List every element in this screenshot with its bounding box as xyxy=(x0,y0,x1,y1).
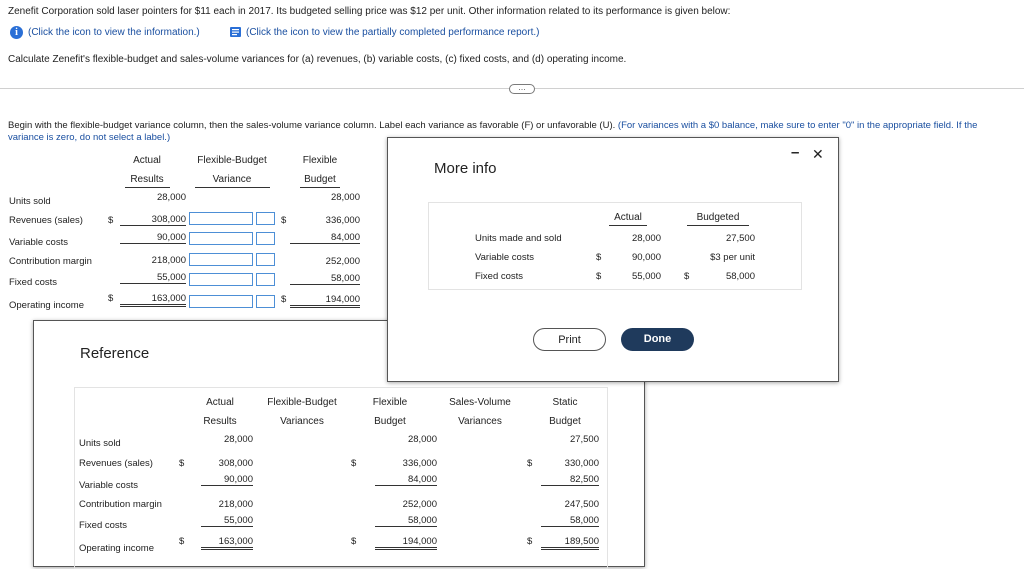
ref-actual-fixed: 55,000 xyxy=(201,515,253,527)
ref-static-fixed: 58,000 xyxy=(541,515,599,527)
dollar-sign: $ xyxy=(527,536,533,547)
row-contribution-margin: Contribution margin xyxy=(9,256,92,267)
report-link[interactable]: (Click the icon to view the partially completed performance report.) xyxy=(246,27,540,38)
fbv-revenues-input[interactable] xyxy=(189,212,253,225)
ref-hdr-fbv-2: Variances xyxy=(280,416,324,427)
units-budgeted: 27,500 xyxy=(725,233,755,244)
dollar-sign: $ xyxy=(179,458,185,469)
ref-static-cm: 247,500 xyxy=(564,499,599,510)
ref-actual-cm: 218,000 xyxy=(218,499,253,510)
fbv-oi-label-select[interactable] xyxy=(256,295,275,308)
actual-units: 28,000 xyxy=(156,192,186,203)
instruction-text xyxy=(8,120,977,131)
ref-hdr-actual-1: Actual xyxy=(206,397,234,408)
ref-flex-fixed: 58,000 xyxy=(375,515,437,527)
problem-intro: Zenefit Corporation sold laser pointers for $11 each in 2017. Its budgeted selling price was $12 per unit. Other information related to its performance is given below: xyxy=(8,6,731,17)
dollar-sign: $ xyxy=(596,252,602,263)
dollar-sign: $ xyxy=(281,294,287,305)
actual-revenues: 308,000 xyxy=(120,214,186,226)
dollar-sign: $ xyxy=(179,536,185,547)
ref-row-fixed-costs: Fixed costs xyxy=(79,520,128,531)
info-link[interactable]: (Click the icon to view the information.) xyxy=(28,27,200,38)
hdr-actual-2: Results xyxy=(130,174,164,185)
actual-fixed: 55,000 xyxy=(120,272,186,284)
fbv-fixed-input[interactable] xyxy=(189,273,253,286)
dollar-sign: $ xyxy=(281,215,287,226)
ref-flex-variable: 84,000 xyxy=(375,474,437,486)
fbv-cm-label-select[interactable] xyxy=(256,253,275,266)
hdr-flex-2: Budget xyxy=(304,174,336,185)
fbv-variable-label-select[interactable] xyxy=(256,232,275,245)
ref-static-oi: 189,500 xyxy=(541,536,599,550)
report-icon[interactable] xyxy=(229,26,243,38)
reference-title: Reference xyxy=(80,345,150,362)
dollar-sign: $ xyxy=(527,458,533,469)
flex-units: 28,000 xyxy=(330,192,360,203)
ref-row-contribution-margin: Contribution margin xyxy=(79,499,162,510)
ref-row-revenues: Revenues (sales) xyxy=(79,458,153,469)
ref-flex-units: 28,000 xyxy=(407,434,437,445)
dollar-sign: $ xyxy=(596,271,602,282)
units-actual: 28,000 xyxy=(631,233,661,244)
instruction-hint-cont: variance is zero, do not select a label.) xyxy=(8,132,171,143)
flex-cm: 252,000 xyxy=(325,256,360,267)
hdr-actual-1: Actual xyxy=(133,155,161,166)
row-units-sold: Units sold xyxy=(9,196,51,207)
row-fixed-costs: Fixed costs xyxy=(9,277,58,288)
flex-revenues: 336,000 xyxy=(325,215,360,226)
fixed-actual: 55,000 xyxy=(631,271,661,282)
row-variable-costs: Variable costs xyxy=(9,237,68,248)
row-revenues: Revenues (sales) xyxy=(9,215,83,226)
fbv-cm-input[interactable] xyxy=(189,253,253,266)
flex-oi: 194,000 xyxy=(290,294,360,308)
hdr-flex-1: Flexible xyxy=(302,155,338,166)
row-operating-income: Operating income xyxy=(9,300,84,311)
ref-hdr-flex-1: Flexible xyxy=(372,397,408,408)
flex-variable: 84,000 xyxy=(290,232,360,244)
dollar-sign: $ xyxy=(684,271,690,282)
units-made-sold-label: Units made and sold xyxy=(475,233,562,244)
flex-fixed: 58,000 xyxy=(290,273,360,285)
instruction-hint: (For variances with a $0 balance, make sure to enter "0" in the appropriate field. If the xyxy=(617,120,978,131)
ref-actual-oi: 163,000 xyxy=(201,536,253,550)
ref-hdr-static-1: Static xyxy=(552,397,578,408)
fbv-oi-input[interactable] xyxy=(189,295,253,308)
hdr-fbv-1: Flexible-Budget xyxy=(197,155,267,166)
ref-actual-revenues: 308,000 xyxy=(218,458,253,469)
ref-hdr-svv-1: Sales-Volume xyxy=(449,397,511,408)
ref-actual-units: 28,000 xyxy=(223,434,253,445)
ref-flex-oi: 194,000 xyxy=(375,536,437,550)
fbv-variable-input[interactable] xyxy=(189,232,253,245)
ref-static-units: 27,500 xyxy=(569,434,599,445)
ref-flex-revenues: 336,000 xyxy=(402,458,437,469)
minimize-icon[interactable]: – xyxy=(791,144,800,161)
hdr-fbv-2: Variance xyxy=(212,174,252,185)
ref-hdr-svv-2: Variances xyxy=(458,416,502,427)
ref-row-units-sold: Units sold xyxy=(79,438,121,449)
ref-hdr-static-2: Budget xyxy=(549,416,581,427)
variable-budgeted: $3 per unit xyxy=(710,252,755,263)
dollar-sign: $ xyxy=(108,215,114,226)
ref-hdr-flex-2: Budget xyxy=(374,416,406,427)
dollar-sign: $ xyxy=(351,458,357,469)
expand-button[interactable]: … xyxy=(509,84,535,94)
ref-flex-cm: 252,000 xyxy=(402,499,437,510)
more-info-table xyxy=(428,202,802,290)
task-text: Calculate Zenefit's flexible-budget and sales-volume variances for (a) revenues, (b) variable costs, (c) fixed costs, and (d) operating income. xyxy=(8,54,627,65)
close-icon[interactable]: ✕ xyxy=(812,146,824,162)
dollar-sign: $ xyxy=(351,536,357,547)
col-actual: Actual xyxy=(614,212,642,223)
instruction-main: Begin with the flexible-budget variance column, then the sales-volume variance column. Label each variance as favorable (F) or unfavorable (U). xyxy=(8,120,616,131)
variable-actual: 90,000 xyxy=(631,252,661,263)
done-button[interactable]: Done xyxy=(621,328,694,351)
col-budgeted: Budgeted xyxy=(696,212,740,223)
fixed-budgeted: 58,000 xyxy=(725,271,755,282)
ref-row-operating-income: Operating income xyxy=(79,543,154,554)
variable-costs-label: Variable costs xyxy=(475,252,534,263)
dollar-sign: $ xyxy=(108,293,114,304)
ref-row-variable-costs: Variable costs xyxy=(79,480,138,491)
ref-hdr-actual-2: Results xyxy=(203,416,237,427)
actual-oi: 163,000 xyxy=(120,293,186,307)
fbv-fixed-label-select[interactable] xyxy=(256,273,275,286)
ref-actual-variable: 90,000 xyxy=(201,474,253,486)
ref-static-variable: 82,500 xyxy=(541,474,599,486)
print-button[interactable]: Print xyxy=(533,328,606,351)
info-icon[interactable]: i xyxy=(10,26,23,39)
fbv-revenues-label-select[interactable] xyxy=(256,212,275,225)
more-info-dialog xyxy=(387,137,839,382)
reference-table xyxy=(74,387,608,569)
actual-cm: 218,000 xyxy=(151,255,186,266)
ref-static-revenues: 330,000 xyxy=(564,458,599,469)
more-info-title: More info xyxy=(434,160,497,177)
actual-variable: 90,000 xyxy=(120,232,186,244)
ref-hdr-fbv-1: Flexible-Budget xyxy=(267,397,337,408)
fixed-costs-label: Fixed costs xyxy=(475,271,524,282)
